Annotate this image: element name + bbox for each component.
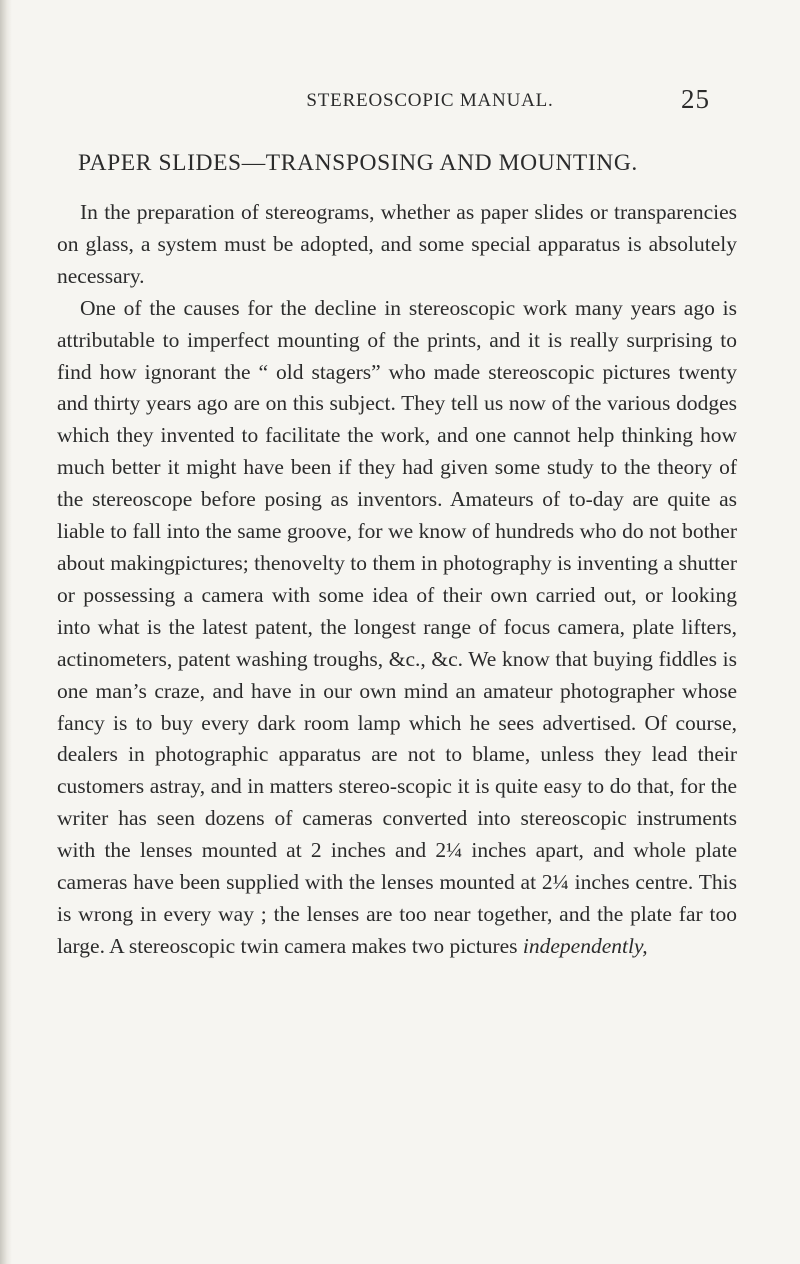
page-number: 25 bbox=[681, 84, 710, 114]
page-gutter-shadow bbox=[0, 0, 12, 1264]
paragraph-2-text: One of the causes for the decline in stereoscopic work many years ago is attributable to imperfect mounting of the prints, and it is really surprising to find how ignorant the “ old stagers” who made stereoscopic pictures twenty and thirty years ago are on this subject. They tell us now of the various dodges which they invented to facilitate the work, and one cannot help thinking how much better it might have been if they had given some study to the theory of the stereoscope before posing as inventors. Amateurs of to-day are quite as liable to fall into the same groove, for we know of hundreds who do not bother about makingpictures; thenovelty to them in photography is inventing a shutter or possessing a camera with some idea of their own carried out, or looking into what is the latest patent, the longest range of focus camera, plate lifters, actinometers, patent washing troughs, &c., &c. We know that buying fiddles is one man’s craze, and have in our own mind an amateur photographer whose fancy is to buy every dark room lamp which he sees advertised. Of course, dealers in photographic apparatus are not to blame, unless they lead their customers astray, and in matters stereo-scopic it is quite easy to do that, for the writer has seen dozens of cameras converted into stereoscopic instruments with the lenses mounted at 2 inches and 2¼ inches apart, and whole plate cameras have been supplied with the lenses mounted at 2¼ inches centre. This is wrong in every way ; the lenses are too near together, and the plate far too large. A stereoscopic twin camera makes two pictures bbox=[57, 295, 737, 958]
section-title: PAPER SLIDES—TRANSPOSING AND MOUNTING. bbox=[78, 150, 638, 176]
italic-word: independently, bbox=[522, 933, 648, 958]
paragraph-2 bbox=[57, 293, 737, 963]
paragraph-1: In the preparation of stereograms, whether as paper slides or transparencies on glass, a system must be adopted, and some special apparatus is absolutely necessary. bbox=[57, 200, 737, 288]
body-text bbox=[57, 197, 737, 963]
running-head bbox=[150, 84, 710, 114]
running-head-title: STEREOSCOPIC MANUAL. bbox=[306, 90, 554, 111]
